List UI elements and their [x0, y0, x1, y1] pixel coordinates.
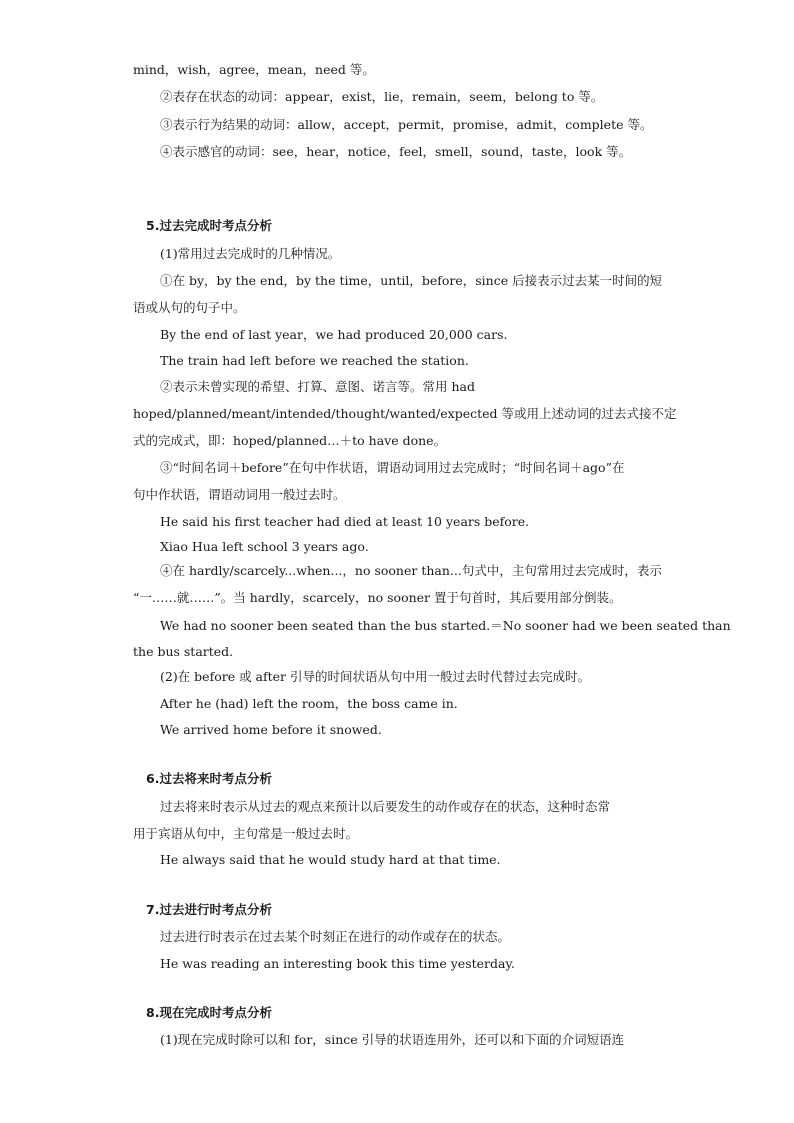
text-line: ②表示未曾实现的希望、打算、意图、诺言等。常用 had	[160, 379, 475, 394]
text-line: hoped/planned/meant/intended/thought/wanted/expected 等或用上述动词的过去式接不定	[133, 406, 677, 421]
text-line: 过去将来时表示从过去的观点来预计以后要发生的动作或存在的状态，这种时态常	[160, 799, 611, 814]
text-line: ④在 hardly/scarcely...when...，no sooner than...句式中，主句常用过去完成时，表示	[160, 563, 662, 578]
text-line: mind，wish，agree，mean，need 等。	[133, 62, 375, 77]
text-line: ③表示行为结果的动词：allow，accept，permit，promise，admit，complete 等。	[160, 117, 653, 132]
text-line: “一……就……”。当 hardly，scarcely，no sooner 置于句首时，其后要用部分倒装。	[133, 590, 622, 605]
text-line: ④表示感官的动词：see，hear，notice，feel，smell，sound，taste，look 等。	[160, 144, 632, 159]
text-line: 句中作状语，谓语动词用一般过去时。	[133, 487, 346, 502]
text-line: 用于宾语从句中，主句常是一般过去时。	[133, 826, 359, 841]
section-heading: 7.过去进行时考点分析	[146, 902, 272, 917]
example-sentence: We had no sooner been seated than the bus started.＝No sooner had we been seated than	[160, 618, 731, 633]
example-sentence: the bus started.	[133, 644, 234, 659]
text-line: 式的完成式，即：hoped/planned…＋to have done。	[133, 433, 447, 448]
example-sentence: The train had left before we reached the station.	[160, 353, 469, 368]
text-line: ①在 by，by the end，by the time，until，before，since 后接表示过去某一时间的短	[160, 273, 663, 288]
text-line: 语或从句的句子中。	[133, 300, 246, 315]
text-line: (1)常用过去完成时的几种情况。	[160, 246, 341, 261]
example-sentence: After he (had) left the room，the boss came in.	[160, 696, 458, 711]
text-line: (2)在 before 或 after 引导的时间状语从句中用一般过去时代替过去完成时。	[160, 669, 590, 684]
example-sentence: He always said that he would study hard at that time.	[160, 852, 501, 867]
example-sentence: We arrived home before it snowed.	[160, 722, 382, 737]
example-sentence: Xiao Hua left school 3 years ago.	[160, 539, 369, 554]
example-sentence: By the end of last year，we had produced 20,000 cars.	[160, 327, 508, 342]
text-line: ②表存在状态的动词：appear，exist，lie，remain，seem，belong to 等。	[160, 89, 604, 104]
section-heading: 5.过去完成时考点分析	[146, 218, 272, 233]
example-sentence: He said his first teacher had died at least 10 years before.	[160, 514, 530, 529]
text-line: 过去进行时表示在过去某个时刻正在进行的动作或存在的状态。	[160, 929, 511, 944]
section-heading: 6.过去将来时考点分析	[146, 771, 272, 786]
example-sentence: He was reading an interesting book this time yesterday.	[160, 956, 515, 971]
section-heading: 8.现在完成时考点分析	[146, 1005, 272, 1020]
text-line: (1)现在完成时除可以和 for，since 引导的状语连用外，还可以和下面的介词短语连	[160, 1032, 625, 1047]
text-line: ③“时间名词＋before”在句中作状语，谓语动词用过去完成时；“时间名词＋ago”在	[160, 460, 625, 475]
